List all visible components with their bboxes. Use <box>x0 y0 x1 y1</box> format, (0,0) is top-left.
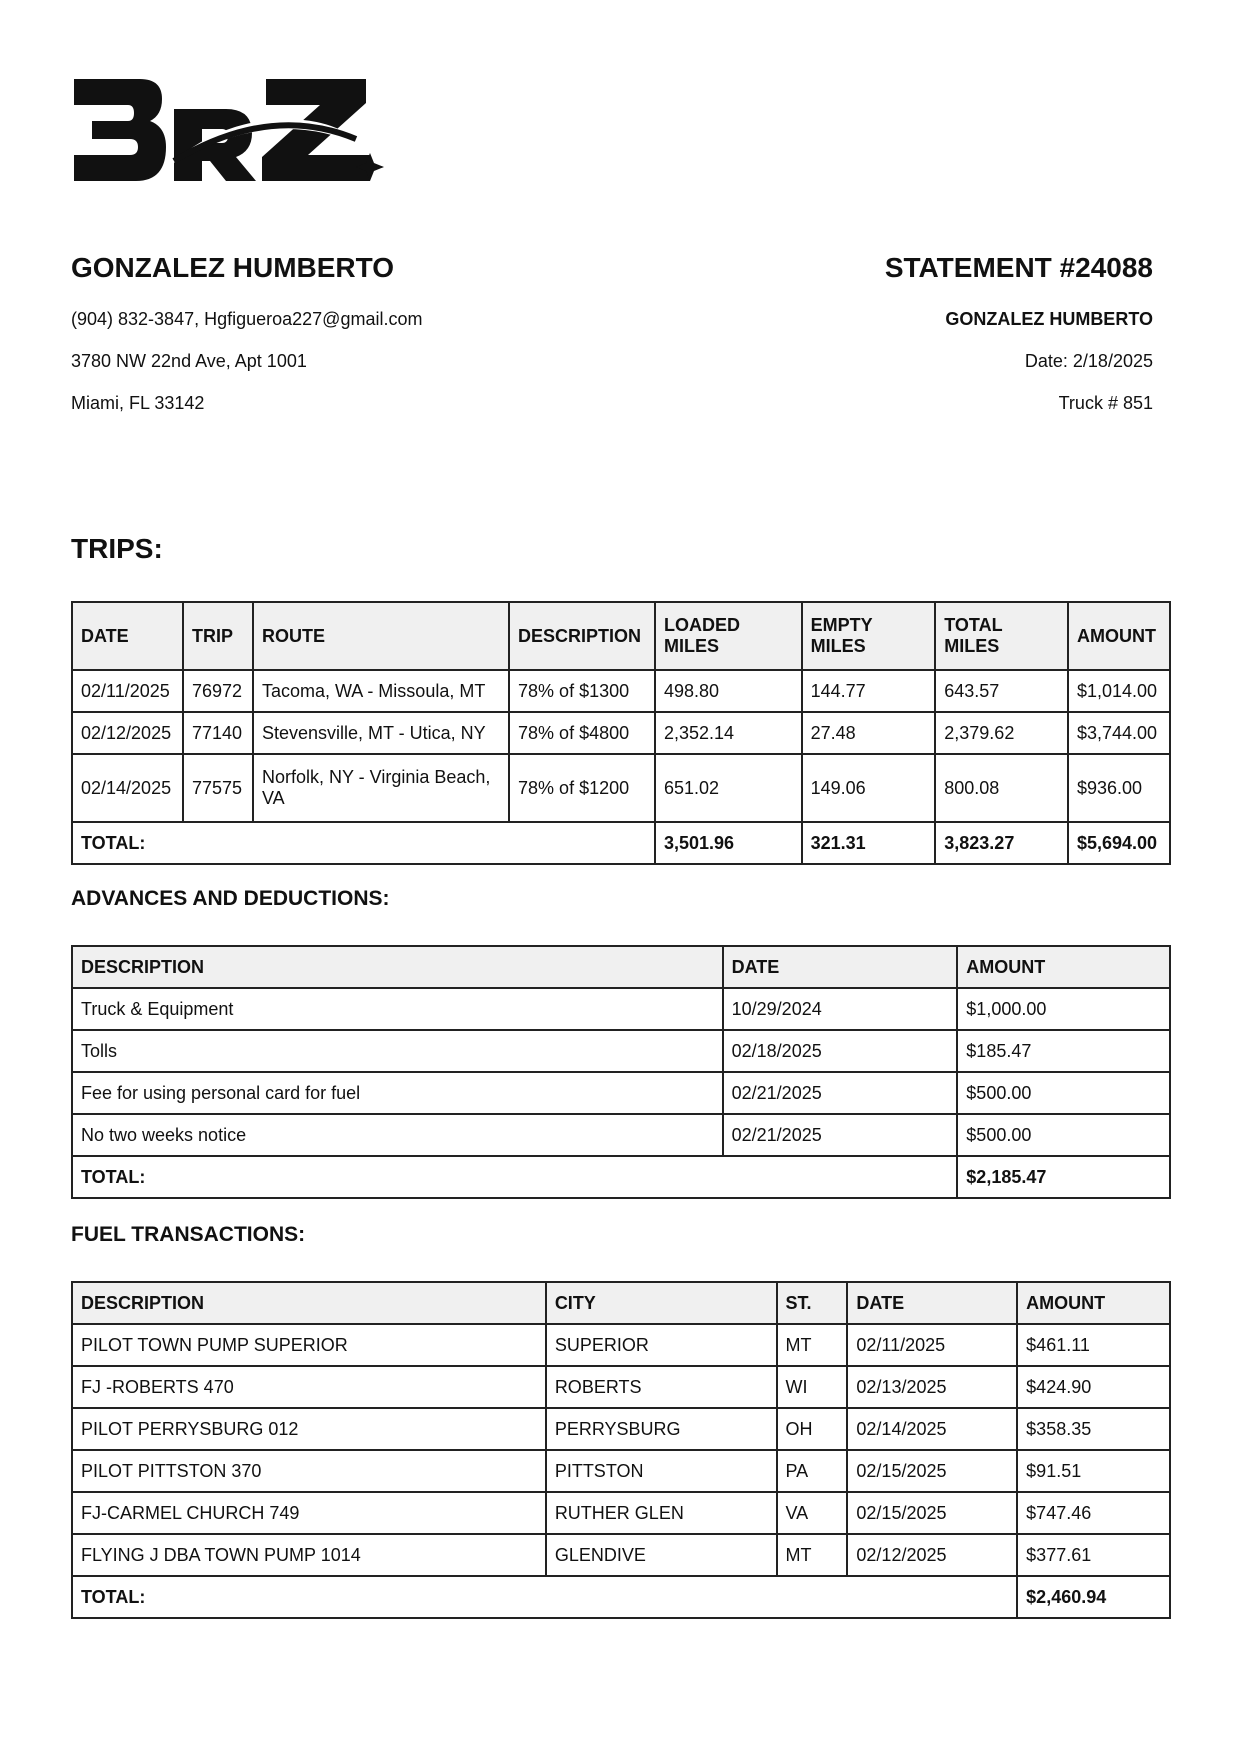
fuel-state: OH <box>777 1408 848 1450</box>
trip-date: 02/11/2025 <box>72 670 183 712</box>
col-header-loaded-miles: LOADED MILES <box>655 602 802 670</box>
deductions-total-amount: $2,185.47 <box>957 1156 1170 1198</box>
driver-address-line2: Miami, FL 33142 <box>71 393 205 413</box>
table-row <box>72 1114 1170 1156</box>
table-row <box>72 712 1170 754</box>
col-header-trip: TRIP <box>183 602 253 670</box>
trip-loaded-miles: 498.80 <box>655 670 802 712</box>
trip-loaded-miles: 651.02 <box>655 754 802 822</box>
fuel-date: 02/12/2025 <box>847 1534 1017 1576</box>
trip-amount: $1,014.00 <box>1068 670 1170 712</box>
trips-total-miles: 3,823.27 <box>935 822 1068 864</box>
fuel-amount: $358.35 <box>1017 1408 1170 1450</box>
deduction-date: 02/18/2025 <box>723 1030 958 1072</box>
statement-driver-name: GONZALEZ HUMBERTO <box>945 309 1153 329</box>
trip-empty-miles: 149.06 <box>802 754 936 822</box>
trips-total-label: TOTAL: <box>72 822 655 864</box>
table-row <box>72 1072 1170 1114</box>
trip-empty-miles: 144.77 <box>802 670 936 712</box>
fuel-total-amount: $2,460.94 <box>1017 1576 1170 1618</box>
fuel-amount: $747.46 <box>1017 1492 1170 1534</box>
fuel-city: SUPERIOR <box>546 1324 777 1366</box>
trips-table <box>71 601 1171 865</box>
trip-amount: $936.00 <box>1068 754 1170 822</box>
col-header-city: CITY <box>546 1282 777 1324</box>
fuel-date: 02/13/2025 <box>847 1366 1017 1408</box>
fuel-description: FLYING J DBA TOWN PUMP 1014 <box>72 1534 546 1576</box>
trip-empty-miles: 27.48 <box>802 712 936 754</box>
table-row <box>72 1534 1170 1576</box>
deduction-amount: $500.00 <box>957 1114 1170 1156</box>
fuel-state: PA <box>777 1450 848 1492</box>
fuel-description: PILOT PITTSTON 370 <box>72 1450 546 1492</box>
fuel-state: MT <box>777 1324 848 1366</box>
trip-total-miles: 800.08 <box>935 754 1068 822</box>
deduction-amount: $1,000.00 <box>957 988 1170 1030</box>
fuel-city: PERRYSBURG <box>546 1408 777 1450</box>
deduction-description: Tolls <box>72 1030 723 1072</box>
fuel-amount: $377.61 <box>1017 1534 1170 1576</box>
fuel-amount: $91.51 <box>1017 1450 1170 1492</box>
trip-loaded-miles: 2,352.14 <box>655 712 802 754</box>
table-row <box>72 670 1170 712</box>
driver-info <box>71 250 631 414</box>
fuel-date: 02/14/2025 <box>847 1408 1017 1450</box>
brz-logo-icon <box>70 75 390 195</box>
trip-number: 76972 <box>183 670 253 712</box>
fuel-description: FJ -ROBERTS 470 <box>72 1366 546 1408</box>
deduction-description: Fee for using personal card for fuel <box>72 1072 723 1114</box>
col-header-date: DATE <box>847 1282 1017 1324</box>
fuel-state: WI <box>777 1366 848 1408</box>
deduction-description: No two weeks notice <box>72 1114 723 1156</box>
trip-route: Stevensville, MT - Utica, NY <box>253 712 509 754</box>
trip-route: Norfolk, NY - Virginia Beach, VA <box>253 754 509 822</box>
trip-route: Tacoma, WA - Missoula, MT <box>253 670 509 712</box>
table-row <box>72 1450 1170 1492</box>
table-row <box>72 1492 1170 1534</box>
fuel-total-row <box>72 1576 1170 1618</box>
fuel-header-row <box>72 1282 1170 1324</box>
trips-title: TRIPS: <box>71 533 163 564</box>
statement-date: Date: 2/18/2025 <box>1024 351 1153 371</box>
deductions-table <box>71 945 1171 1199</box>
fuel-title: FUEL TRANSACTIONS: <box>71 1223 306 1246</box>
col-header-total-miles: TOTAL MILES <box>935 602 1068 670</box>
statement-info <box>633 250 1153 414</box>
col-header-description: DESCRIPTION <box>72 1282 546 1324</box>
col-header-description: DESCRIPTION <box>509 602 655 670</box>
driver-address-line1: 3780 NW 22nd Ave, Apt 1001 <box>71 351 307 371</box>
fuel-description: PILOT TOWN PUMP SUPERIOR <box>72 1324 546 1366</box>
trip-number: 77140 <box>183 712 253 754</box>
col-header-date: DATE <box>723 946 958 988</box>
deductions-header-row <box>72 946 1170 988</box>
trips-total-amount: $5,694.00 <box>1068 822 1170 864</box>
trip-total-miles: 2,379.62 <box>935 712 1068 754</box>
fuel-date: 02/15/2025 <box>847 1492 1017 1534</box>
fuel-description: FJ-CARMEL CHURCH 749 <box>72 1492 546 1534</box>
deduction-amount: $500.00 <box>957 1072 1170 1114</box>
trip-description: 78% of $1200 <box>509 754 655 822</box>
deduction-date: 02/21/2025 <box>723 1072 958 1114</box>
deduction-amount: $185.47 <box>957 1030 1170 1072</box>
fuel-date: 02/11/2025 <box>847 1324 1017 1366</box>
deduction-description: Truck & Equipment <box>72 988 723 1030</box>
statement-title: STATEMENT #24088 <box>884 252 1153 283</box>
fuel-total-label: TOTAL: <box>72 1576 1017 1618</box>
trip-total-miles: 643.57 <box>935 670 1068 712</box>
trip-description: 78% of $4800 <box>509 712 655 754</box>
trips-total-row <box>72 822 1170 864</box>
table-row <box>72 1408 1170 1450</box>
fuel-state: MT <box>777 1534 848 1576</box>
col-header-amount: AMOUNT <box>1068 602 1170 670</box>
fuel-state: VA <box>777 1492 848 1534</box>
driver-contact: (904) 832-3847, Hgfigueroa227@gmail.com <box>71 309 423 329</box>
trip-description: 78% of $1300 <box>509 670 655 712</box>
deductions-title: ADVANCES AND DEDUCTIONS: <box>71 887 390 910</box>
fuel-amount: $461.11 <box>1017 1324 1170 1366</box>
table-row <box>72 1324 1170 1366</box>
col-header-date: DATE <box>72 602 183 670</box>
col-header-description: DESCRIPTION <box>72 946 723 988</box>
fuel-amount: $424.90 <box>1017 1366 1170 1408</box>
col-header-state: ST. <box>777 1282 848 1324</box>
deductions-total-row <box>72 1156 1170 1198</box>
table-row <box>72 988 1170 1030</box>
trip-date: 02/12/2025 <box>72 712 183 754</box>
truck-number: Truck # 851 <box>1058 393 1153 413</box>
driver-name: GONZALEZ HUMBERTO <box>71 252 395 283</box>
col-header-empty-miles: EMPTY MILES <box>802 602 936 670</box>
col-header-amount: AMOUNT <box>957 946 1170 988</box>
table-row <box>72 1030 1170 1072</box>
trips-total-loaded: 3,501.96 <box>655 822 802 864</box>
col-header-amount: AMOUNT <box>1017 1282 1170 1324</box>
fuel-description: PILOT PERRYSBURG 012 <box>72 1408 546 1450</box>
deduction-date: 10/29/2024 <box>723 988 958 1030</box>
trip-amount: $3,744.00 <box>1068 712 1170 754</box>
deductions-total-label: TOTAL: <box>72 1156 957 1198</box>
trip-date: 02/14/2025 <box>72 754 183 822</box>
trips-header-row <box>72 602 1170 670</box>
fuel-city: RUTHER GLEN <box>546 1492 777 1534</box>
trip-number: 77575 <box>183 754 253 822</box>
table-row <box>72 1366 1170 1408</box>
trips-total-empty: 321.31 <box>802 822 936 864</box>
fuel-city: GLENDIVE <box>546 1534 777 1576</box>
fuel-city: ROBERTS <box>546 1366 777 1408</box>
deduction-date: 02/21/2025 <box>723 1114 958 1156</box>
fuel-table <box>71 1281 1171 1619</box>
fuel-city: PITTSTON <box>546 1450 777 1492</box>
fuel-date: 02/15/2025 <box>847 1450 1017 1492</box>
table-row <box>72 754 1170 822</box>
col-header-route: ROUTE <box>253 602 509 670</box>
